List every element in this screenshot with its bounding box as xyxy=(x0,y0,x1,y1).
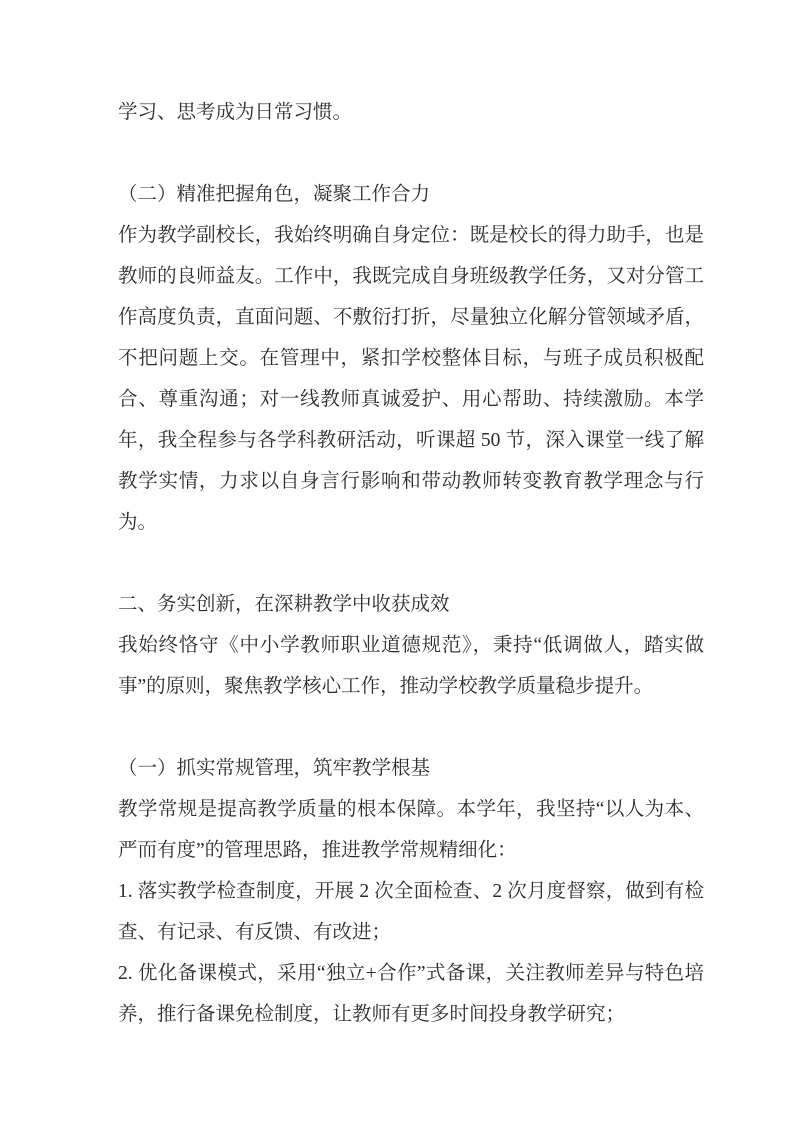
heading-section-two-2: （二）精准把握角色，凝聚工作合力 xyxy=(118,184,431,205)
list-item-inspection: 1. 落实教学检查制度，开展 2 次全面检查、2 次月度督察，做到有检查、有记录、有反馈、有改进； xyxy=(118,881,704,943)
document-content xyxy=(118,92,704,1035)
list-item-lesson-prep: 2. 优化备课模式，采用“独立+合作”式备课，关注教师差异与特色培养，推行备课免检制度，让教师有更多时间投身教学研究； xyxy=(118,963,704,1025)
heading-part-two: 二、务实创新，在深耕教学中收获成效 xyxy=(118,594,450,615)
blank-line xyxy=(118,543,704,584)
paragraph-daily-habit-end: 学习、思考成为日常习惯。 xyxy=(118,102,353,123)
paragraph-teaching-routine: 教学常规是提高教学质量的根本保障。本学年，我坚持“以人为本、严而有度”的管理思路，推进教学常规精细化： xyxy=(118,799,704,861)
blank-line xyxy=(118,133,704,174)
paragraph-professional-ethics: 我始终恪守《中小学教师职业道德规范》，秉持“低调做人，踏实做事”的原则，聚焦教学核心工作，推动学校教学质量稳步提升。 xyxy=(118,635,704,697)
paragraph-vice-principal-role: 作为教学副校长，我始终明确自身定位：既是校长的得力助手，也是教师的良师益友。工作中，我既完成自身班级教学任务，又对分管工作高度负责，直面问题、不敷衍打折，尽量独立化解分管领域矛盾，不把问题上交。在管理中，紧扣学校整体目标，与班子成员积极配合、尊重沟通；对一线教师真诚爱护、用心帮助、持续激励。本学年，我全程参与各学科教研活动，听课超 50 节，深入课堂一线了解教学实情，力求以自身言行影响和带动教师转变教育教学理念与行为。 xyxy=(118,225,704,533)
heading-section-two-1: （一）抓实常规管理，筑牢教学根基 xyxy=(118,758,431,779)
blank-line xyxy=(118,707,704,748)
